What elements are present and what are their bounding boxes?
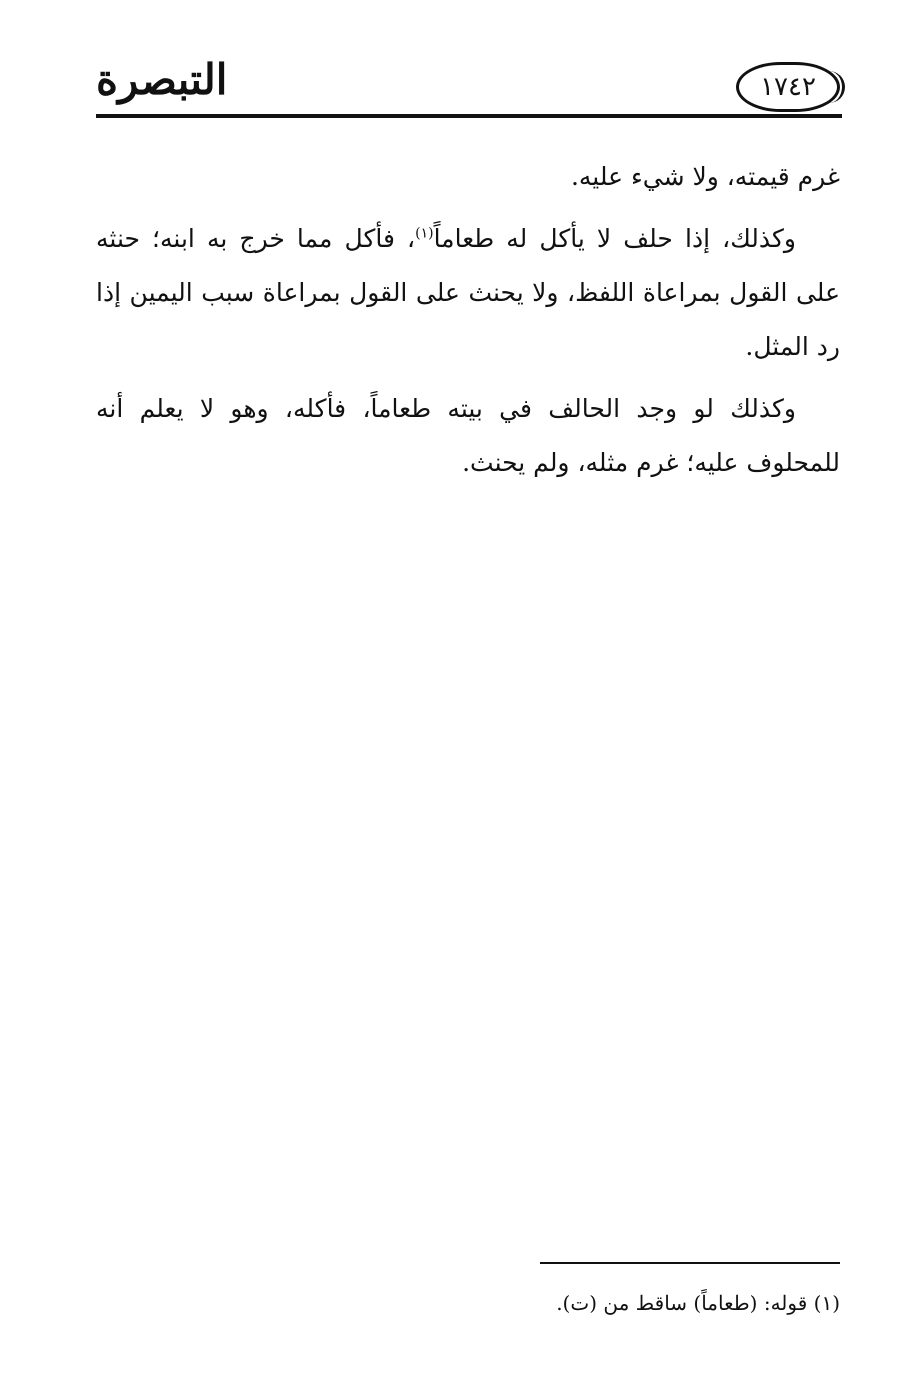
header-rule (96, 114, 842, 118)
paragraph-2-text-b: ، فأكل مما خرج به ابنه؛ حنثه على القول بمراعاة اللفظ، ولا يحنث على القول بمراعاة سبب اليمين إذا رد المثل. (96, 224, 840, 361)
paragraph-3: وكذلك لو وجد الحالف في بيته طعاماً، فأكله، وهو لا يعلم أنه للمحلوف عليه؛ غرم مثله، ولم يحنث. (96, 394, 840, 477)
footnote-reference: (١) (415, 225, 434, 242)
running-header (96, 48, 842, 126)
page-number: ١٧٤٢ (760, 72, 816, 102)
footnote-divider (540, 1262, 840, 1264)
page-number-badge (736, 62, 840, 112)
footnote-1: (١) قوله: (طعاماً) ساقط من (ت). (556, 1291, 840, 1315)
book-title: التبصرة (96, 55, 228, 104)
main-text (96, 150, 840, 498)
paragraph-2-text-a: وكذلك، إذا حلف لا يأكل له طعاماً (433, 224, 796, 253)
paragraph-1: غرم قيمته، ولا شيء عليه. (570, 162, 840, 191)
paragraph-2 (96, 212, 840, 374)
